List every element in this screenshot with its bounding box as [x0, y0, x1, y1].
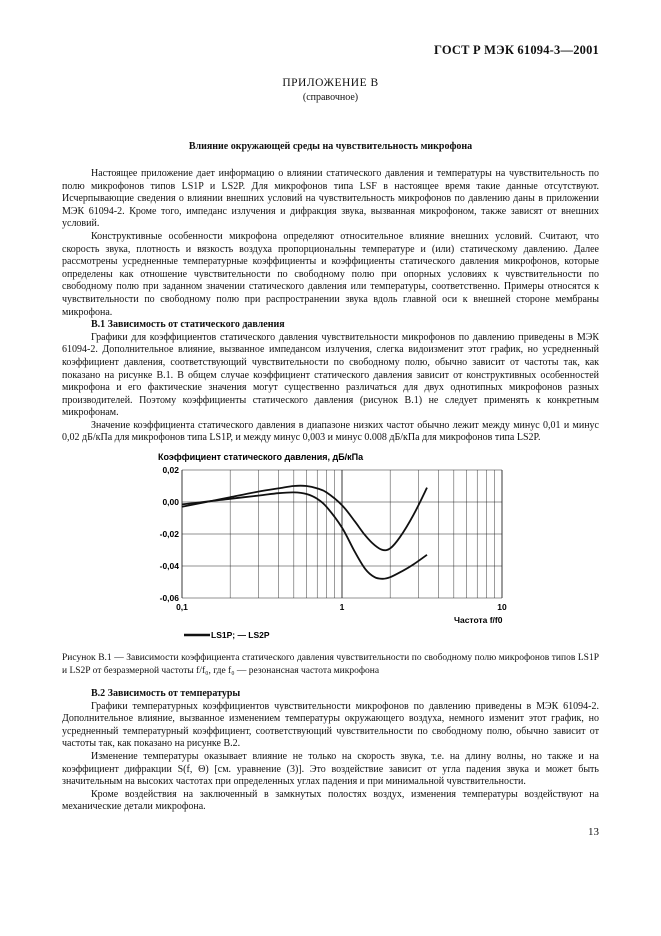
- caption-text: Рисунок В.1 — Зависимости коэффициента статического давления чувствительности по свободному полю микрофонов типов LS1P и LS2P от безразмерной частоты f/f₀, где f₀ — резонансная частота микрофона: [62, 653, 599, 676]
- y-axis-ticks: [160, 465, 180, 603]
- x-tick-label: 10: [497, 602, 507, 612]
- x-tick-label: 1: [339, 602, 345, 612]
- appendix-title: ПРИЛОЖЕНИЕ В: [282, 77, 379, 89]
- subsection-heading: В.2 Зависимость от температуры: [91, 688, 241, 699]
- y-tick-label: -0,06: [159, 593, 179, 603]
- pressure-coefficient-chart: [140, 448, 540, 648]
- document-header: ГОСТ Р МЭК 61094-3—2001: [434, 43, 599, 57]
- paragraph: Конструктивные особенности микрофона определяют относительное влияние внешних условий. Считают, что скорость звука, плотность и вязкость воздуха пропорциональны температуре и (или) статическому давлению. Далее рассмотрены усредненные температурные коэффициенты и коэффициенты статического давления микрофонов, которые определены как отношение чувствительности по свободному полю при опорных условиях к чувствительности по свободному полю при заданном значении статического давления или температуры, соответственно. Примеры относятся к чувствительности по свободному полю при распространении звука вдоль главной оси к внешней стороне мембраны микрофона.: [62, 230, 599, 318]
- y-tick-label: 0,02: [162, 465, 179, 475]
- y-tick-label: 0,00: [162, 497, 179, 507]
- y-tick-label: -0,04: [159, 561, 179, 571]
- chart-grid: [182, 470, 502, 598]
- x-axis-label: Частота f/f0: [454, 615, 503, 625]
- paragraph: Изменение температуры оказывает влияние не только на скорость звука, т.е. на длину волны, но также и на коэффициент дифракции S(f, Θ) [см. уравнение (3)]. Это воздействие зависит от угла падения звука и может быть значительным на высоких частотах при определенных углах падения и при минимальной чувствительности.: [62, 750, 599, 788]
- legend-text: LS1P; — LS2P: [211, 630, 270, 640]
- paragraph: Настоящее приложение дает информацию о влиянии статического давления и температуры на чувствительность по полю микрофонов типов LS1P и LS2P. Для микрофонов типа LSF в настоящее время такие данные отсутствуют. Исчерпывающие сведения о влиянии внешних условий на чувствительность микрофонов по давлению даны в приложении МЭК 61094-2. Кроме того, импеданс излучения и дифракция звука, вызванная микрофоном, также зависят от внешних условий.: [62, 168, 599, 230]
- section-title: Влияние окружающей среды на чувствительность микрофона: [188, 141, 473, 152]
- paragraph: Кроме воздействия на заключенный в замкнутых полостях воздух, изменения температуры воздействуют на механические детали микрофона.: [62, 788, 599, 813]
- paragraph: Значение коэффициента статического давления в диапазоне низких частот обычно лежит между минус 0,01 и минус 0,02 дБ/кПа для микрофонов типа LS1P, и между минус 0,003 и минус 0.008 дБ/кПа для микрофонов типа LS2P.: [62, 419, 599, 444]
- x-axis-ticks: [176, 602, 507, 612]
- intro-text: [62, 168, 599, 445]
- paragraph: Графики для коэффициентов статического давления чувствительности микрофонов по давлению приведены в МЭК 61094-2. Дополнительное влияние, вызванное импедансом излучения, слегка видоизменит этот график, но усредненный коэффициент давления, соответствующий чувствительности по свободному полю, обычно зависит от частоты так, как показано на рисунке В.1. В общем случае коэффициент статического давления зависит от конструктивных особенностей микрофона и его фактические значения могут существенно различаться для двух однотипных микрофонов разных производителей. Поэтому коэффициенты статического давления (рисунок В.1) не следует применять к конкретным микрофонам.: [62, 331, 599, 419]
- page-number: 13: [588, 826, 599, 838]
- paragraph: Графики температурных коэффициентов чувствительности микрофонов по давлению приведены в МЭК 61094-2. Дополнительное влияние, вызванное изменением температуры окружающего воздуха, немного изменит этот график, но усредненный температурный коэффициент, соответствующий чувствительности по свободному полю, обычно зависит от частоты так, как показано на рисунке В.2.: [62, 700, 599, 750]
- chart-title: Коэффициент статического давления, дБ/кПа: [158, 452, 364, 462]
- subsection-heading: В.1 Зависимость от статического давления: [91, 319, 285, 331]
- y-tick-label: -0,02: [159, 529, 179, 539]
- x-tick-label: 0,1: [176, 602, 188, 612]
- temperature-section: [62, 688, 599, 814]
- appendix-subtitle: (справочное): [302, 92, 359, 103]
- figure-caption: [62, 652, 599, 678]
